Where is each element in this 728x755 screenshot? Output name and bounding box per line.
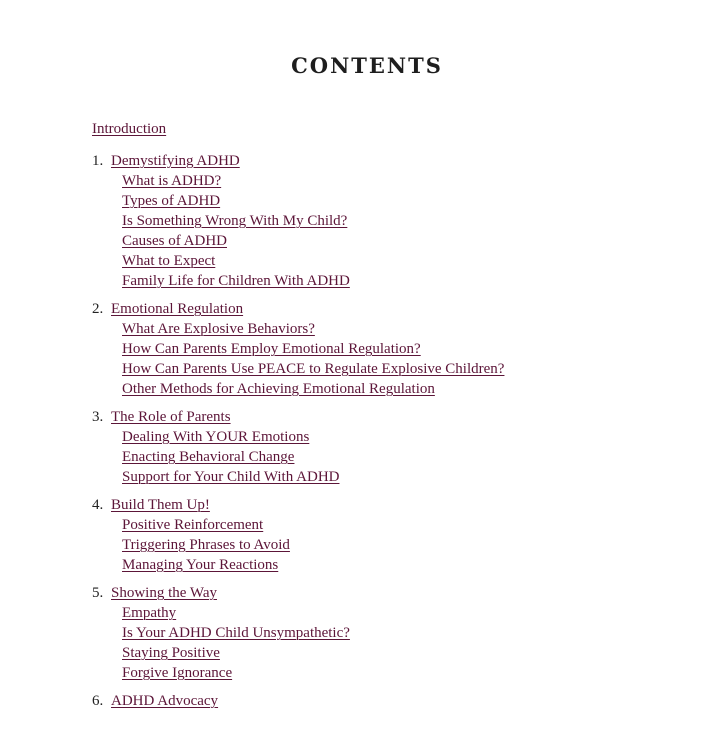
toc-section-item xyxy=(122,379,692,399)
toc-section-item xyxy=(122,555,692,575)
chapter-number: 1. xyxy=(92,153,104,169)
toc-section-item xyxy=(122,231,692,251)
page-title: CONTENTS xyxy=(291,53,443,78)
chapter-number: 3. xyxy=(92,409,104,425)
toc-section-list xyxy=(92,171,692,291)
toc-link-section[interactable]: Is Your ADHD Child Unsympathetic? xyxy=(122,625,350,641)
toc-section-item xyxy=(122,467,692,487)
toc-section-list xyxy=(92,427,692,487)
toc-chapter-heading xyxy=(92,299,692,319)
toc-link-introduction[interactable]: Introduction xyxy=(92,121,167,137)
toc-chapter-heading xyxy=(92,583,692,603)
toc-chapter xyxy=(92,691,692,711)
toc-chapter xyxy=(92,299,692,399)
toc-section-list xyxy=(92,515,692,575)
toc-section-item xyxy=(122,339,692,359)
chapter-number: 6. xyxy=(92,693,104,709)
table-of-contents xyxy=(92,118,692,719)
toc-link-section[interactable]: Forgive Ignorance xyxy=(122,665,233,681)
toc-section-item xyxy=(122,211,692,231)
toc-chapter xyxy=(92,407,692,487)
toc-section-item xyxy=(122,643,692,663)
toc-section-item xyxy=(122,359,692,379)
toc-link-section[interactable]: What Are Explosive Behaviors? xyxy=(122,321,315,337)
toc-link-chapter[interactable]: ADHD Advocacy xyxy=(111,693,219,709)
toc-link-section[interactable]: How Can Parents Employ Emotional Regulation? xyxy=(122,341,421,357)
toc-link-section[interactable]: What is ADHD? xyxy=(122,173,222,189)
toc-link-chapter[interactable]: Build Them Up! xyxy=(111,497,210,513)
toc-link-section[interactable]: Support for Your Child With ADHD xyxy=(122,469,340,485)
toc-link-section[interactable]: Dealing With YOUR Emotions xyxy=(122,429,310,445)
toc-link-section[interactable]: Other Methods for Achieving Emotional Regulation xyxy=(122,381,435,397)
toc-link-section[interactable]: What to Expect xyxy=(122,253,216,269)
toc-section-item xyxy=(122,319,692,339)
chapter-number: 2. xyxy=(92,301,104,317)
toc-section-item xyxy=(122,447,692,467)
toc-section-list xyxy=(92,319,692,399)
toc-section-item xyxy=(122,191,692,211)
toc-chapter-heading xyxy=(92,495,692,515)
toc-link-section[interactable]: Staying Positive xyxy=(122,645,220,661)
toc-link-section[interactable]: Triggering Phrases to Avoid xyxy=(122,537,290,553)
toc-chapter-heading xyxy=(92,151,692,171)
toc-section-item xyxy=(122,623,692,643)
toc-link-section[interactable]: Empathy xyxy=(122,605,177,621)
toc-section-item xyxy=(122,663,692,683)
toc-link-chapter[interactable]: Demystifying ADHD xyxy=(111,153,240,169)
toc-section-item xyxy=(122,603,692,623)
toc-link-section[interactable]: Positive Reinforcement xyxy=(122,517,264,533)
toc-link-section[interactable]: Is Something Wrong With My Child? xyxy=(122,213,348,229)
chapter-list xyxy=(92,151,692,711)
toc-introduction-row xyxy=(92,118,692,140)
toc-section-list xyxy=(92,603,692,683)
chapter-number: 5. xyxy=(92,585,104,601)
toc-section-item xyxy=(122,171,692,191)
chapter-number: 4. xyxy=(92,497,104,513)
toc-chapter xyxy=(92,495,692,575)
toc-section-item xyxy=(122,251,692,271)
toc-chapter xyxy=(92,583,692,683)
toc-chapter-heading xyxy=(92,407,692,427)
toc-link-section[interactable]: Managing Your Reactions xyxy=(122,557,279,573)
toc-section-item xyxy=(122,535,692,555)
toc-link-section[interactable]: Family Life for Children With ADHD xyxy=(122,273,350,289)
toc-link-chapter[interactable]: Showing the Way xyxy=(111,585,218,601)
toc-link-section[interactable]: Causes of ADHD xyxy=(122,233,227,249)
toc-link-section[interactable]: Enacting Behavioral Change xyxy=(122,449,295,465)
toc-link-section[interactable]: Types of ADHD xyxy=(122,193,221,209)
toc-link-chapter[interactable]: Emotional Regulation xyxy=(111,301,244,317)
toc-link-chapter[interactable]: The Role of Parents xyxy=(111,409,231,425)
toc-chapter-heading xyxy=(92,691,692,711)
toc-link-section[interactable]: How Can Parents Use PEACE to Regulate Explosive Children? xyxy=(122,361,505,377)
toc-chapter xyxy=(92,151,692,291)
toc-section-item xyxy=(122,515,692,535)
toc-section-item xyxy=(122,427,692,447)
toc-section-item xyxy=(122,271,692,291)
